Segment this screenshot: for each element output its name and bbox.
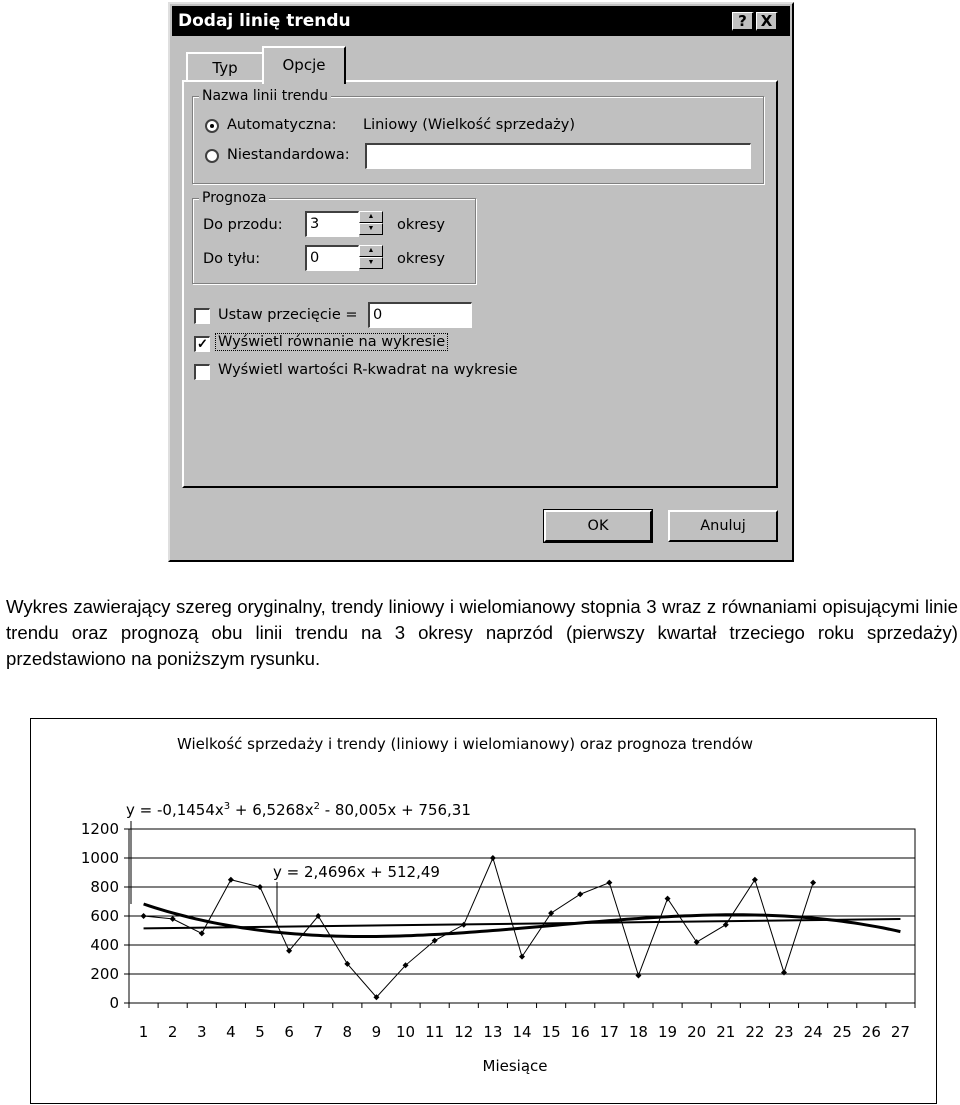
x-tick-label: 6	[284, 1023, 294, 1041]
x-tick-label: 20	[687, 1023, 707, 1041]
forward-stepper[interactable]	[359, 211, 383, 235]
tab-typ[interactable]: Typ	[186, 52, 264, 82]
data-point	[723, 922, 729, 928]
spin-up-icon[interactable]: ▲	[359, 245, 383, 257]
show-r2-checkbox[interactable]	[194, 364, 210, 380]
forward-label: Do przodu:	[203, 217, 283, 233]
x-tick-label: 12	[454, 1023, 474, 1041]
data-point	[170, 916, 176, 922]
chart-title: Wielkość sprzedaży i trendy (liniowy i wielomianowy) oraz prognoza trendów	[176, 735, 754, 753]
data-point	[635, 972, 641, 978]
linear-equation: y = 2,4696x + 512,49	[273, 863, 440, 881]
x-tick-label: 14	[512, 1023, 532, 1041]
x-tick-label: 13	[483, 1023, 503, 1041]
data-point	[577, 891, 583, 897]
forecast-group	[192, 190, 476, 284]
data-point	[257, 884, 263, 890]
y-tick-label: 200	[90, 965, 119, 983]
dialog-title: Dodaj linię trendu	[178, 11, 351, 31]
x-tick-label: 15	[541, 1023, 561, 1041]
x-tick-label: 5	[255, 1023, 265, 1041]
x-tick-label: 10	[396, 1023, 416, 1041]
x-tick-label: 1	[138, 1023, 149, 1041]
data-point	[228, 877, 234, 883]
cancel-button[interactable]: Anuluj	[668, 510, 778, 542]
x-tick-label: 27	[890, 1023, 910, 1041]
y-tick-label: 800	[90, 878, 119, 896]
options-panel	[182, 80, 778, 488]
data-point	[694, 939, 700, 945]
x-tick-label: 8	[342, 1023, 353, 1041]
close-button[interactable]: X	[756, 12, 778, 31]
data-point	[519, 954, 525, 960]
x-tick-label: 17	[599, 1023, 619, 1041]
custom-label: Niestandardowa:	[227, 147, 350, 163]
backward-unit: okresy	[397, 251, 445, 267]
show-equation-label: Wyświetl równanie na wykresie	[218, 334, 446, 350]
forward-input[interactable]: 3	[305, 211, 359, 237]
x-tick-label: 9	[371, 1023, 382, 1041]
intercept-input[interactable]: 0	[368, 302, 472, 328]
spin-up-icon[interactable]: ▲	[359, 211, 383, 223]
automatic-radio[interactable]	[205, 119, 219, 133]
data-point	[752, 877, 758, 883]
show-r2-label: Wyświetl wartości R-kwadrat na wykresie	[218, 362, 518, 378]
x-tick-label: 7	[313, 1023, 323, 1041]
data-point	[548, 910, 554, 916]
x-tick-label: 23	[774, 1023, 794, 1041]
data-point	[199, 930, 205, 936]
data-point	[461, 922, 467, 928]
intercept-label: Ustaw przecięcie =	[218, 307, 358, 323]
y-tick-label: 600	[90, 907, 119, 925]
x-tick-label: 21	[716, 1023, 736, 1041]
x-tick-label: 2	[167, 1023, 178, 1041]
y-tick-label: 1200	[80, 820, 119, 838]
x-tick-label: 3	[197, 1023, 207, 1041]
x-tick-label: 11	[425, 1023, 445, 1041]
custom-radio[interactable]	[205, 149, 219, 163]
y-tick-label: 0	[109, 994, 119, 1012]
x-tick-label: 26	[861, 1023, 881, 1041]
tab-opcje[interactable]: Opcje	[262, 46, 346, 84]
polynomial-equation: $y = -0,1454x^3 + 6,5268x^2 - 80,005x + 756,31$	[126, 801, 471, 819]
y-tick-label: 1000	[80, 849, 119, 867]
x-axis-label: Miesiące	[482, 1057, 548, 1075]
ok-button[interactable]: OK	[544, 510, 652, 542]
backward-stepper[interactable]	[359, 245, 383, 269]
backward-input[interactable]: 0	[305, 245, 359, 271]
custom-name-input[interactable]	[365, 143, 751, 169]
trendline-name-group-label: Nazwa linii trendu	[199, 87, 331, 105]
trendline-dialog	[168, 2, 794, 562]
x-tick-label: 4	[226, 1023, 236, 1041]
chart-svg	[31, 719, 936, 1103]
data-point	[665, 896, 671, 902]
data-point	[781, 970, 787, 976]
y-tick-label: 400	[90, 936, 119, 954]
automatic-label: Automatyczna:	[227, 117, 337, 133]
forecast-group-label: Prognoza	[199, 189, 269, 207]
automatic-value: Liniowy (Wielkość sprzedaży)	[363, 117, 575, 133]
trendline-name-group	[192, 88, 764, 184]
x-tick-label: 25	[832, 1023, 852, 1041]
intercept-checkbox[interactable]	[194, 308, 210, 324]
data-point	[141, 913, 147, 919]
data-point	[490, 855, 496, 861]
spin-down-icon[interactable]: ▼	[359, 257, 383, 269]
spin-down-icon[interactable]: ▼	[359, 223, 383, 235]
x-tick-label: 24	[803, 1023, 823, 1041]
description-paragraph: Wykres zawierający szereg oryginalny, trendy liniowy i wielomianowy stopnia 3 wraz z równaniami opisującymi linie trendu oraz prognozą obu linii trendu na 3 okresy naprzód (pierwszy kwartał trzeciego roku sprzedaży) przedstawiono na poniższym rysunku.	[6, 596, 958, 669]
data-point	[810, 880, 816, 886]
trend-chart	[30, 718, 937, 1104]
help-button[interactable]: ?	[732, 12, 754, 31]
dialog-titlebar	[172, 6, 790, 36]
x-tick-label: 19	[658, 1023, 678, 1041]
x-tick-label: 16	[570, 1023, 590, 1041]
backward-label: Do tyłu:	[203, 251, 261, 267]
radio-selected-dot	[210, 124, 214, 128]
x-tick-label: 22	[745, 1023, 765, 1041]
forward-unit: okresy	[397, 217, 445, 233]
x-tick-label: 18	[628, 1023, 648, 1041]
data-point	[606, 880, 612, 886]
show-equation-checkbox[interactable]: ✓	[194, 336, 210, 352]
